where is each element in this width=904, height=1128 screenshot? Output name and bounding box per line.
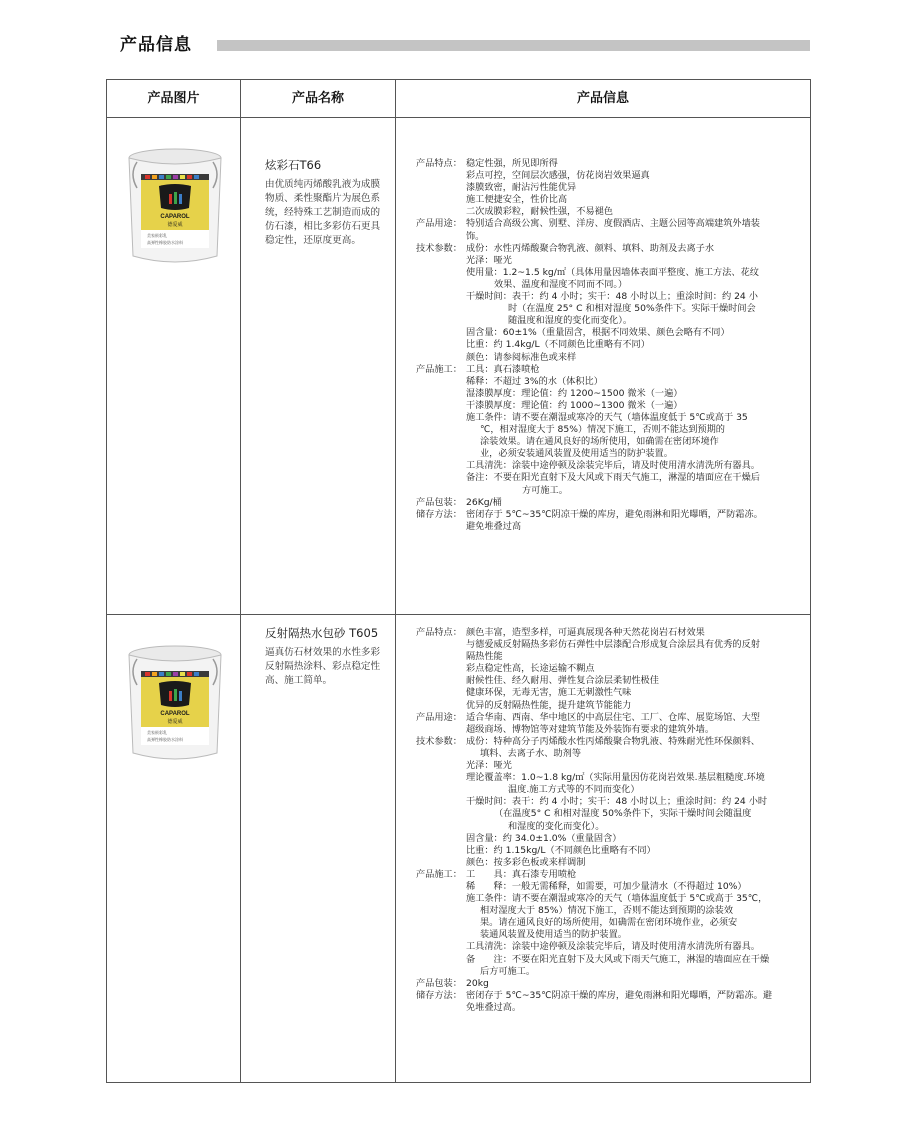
info-line: [416, 978, 804, 990]
bucket-brand-text: CAPAROL: [160, 214, 190, 220]
column-divider: [240, 118, 241, 614]
info-line: [416, 954, 804, 966]
info-line: [416, 485, 804, 497]
info-line: [416, 497, 804, 509]
info-line-text: 稀 释：一般无需稀释，如需要，可加少量清水（不得超过 10%）: [466, 880, 747, 892]
info-line: [416, 736, 804, 748]
info-line: [416, 663, 804, 675]
info-line: [416, 724, 804, 736]
info-line-text: 颜色：请参阅标准色或来样: [466, 351, 577, 363]
info-line: [416, 1002, 804, 1014]
info-line: [416, 376, 804, 388]
info-line: [416, 857, 804, 869]
product-info-block: [416, 158, 804, 533]
info-line-text: 光泽：哑光: [466, 254, 512, 266]
info-line: [416, 808, 804, 820]
info-line: [416, 796, 804, 808]
info-line-text: 工具清洗：涂装中途停顿及涂装完毕后，请及时使用清水清洗所有器具。: [466, 460, 760, 472]
info-line: [416, 833, 804, 845]
product-bucket-image: [119, 144, 231, 266]
info-line: [416, 784, 804, 796]
info-line: [416, 158, 804, 170]
info-line-text: 健康环保，无毒无害，施工无刺激性气味: [466, 687, 632, 699]
info-line-label: 储存方法：: [416, 508, 462, 520]
info-line-text: 涂装效果。请在通风良好的场所使用，如确需在密闭环境作: [480, 436, 719, 448]
info-line: [416, 472, 804, 484]
column-divider: [395, 118, 396, 614]
table-row: [107, 118, 810, 615]
section-title: 产品信息: [120, 35, 192, 55]
info-line: [416, 303, 804, 315]
info-line: [416, 352, 804, 364]
info-line: [416, 712, 804, 724]
info-line-text: 备注：不要在阳光直射下及大风或下雨天气施工，淋湿的墙面应在干燥后: [466, 472, 760, 484]
info-line: [416, 917, 804, 929]
info-line: [416, 400, 804, 412]
info-line-label: 产品施工：: [416, 868, 462, 880]
info-line-text: 工具清洗：涂装中途停顿及涂装完毕后，请及时使用清水清洗所有器具。: [466, 941, 760, 953]
bucket-label-line2: 高弹性橡胶防水涂料: [147, 240, 183, 245]
info-line: [416, 772, 804, 784]
info-line-text: 密闭存于 5℃~35℃阴凉干燥的库房，避免雨淋和阳光曝晒，严防霜冻。避: [466, 989, 773, 1001]
info-line-text: 彩点稳定性高，长途运输不糊点: [466, 663, 595, 675]
info-line-label: 产品特点：: [416, 627, 462, 638]
info-line-text: 隔热性能: [466, 651, 503, 663]
info-line: [416, 845, 804, 857]
info-line: [416, 821, 804, 833]
info-line-label: 储存方法：: [416, 989, 462, 1001]
info-line: [416, 990, 804, 1002]
info-line: [416, 651, 804, 663]
info-line-text: （在温度5° C 和相对湿度 50%条件下，实际干燥时间会随温度: [494, 808, 752, 820]
column-divider: [240, 615, 241, 1082]
info-line: [416, 218, 804, 230]
info-line: [416, 267, 804, 279]
info-line-text: 特别适合高级公寓、别墅、洋房、度假酒店、主题公园等高端建筑外墙装: [466, 218, 760, 230]
table-header-row: [107, 80, 810, 118]
info-line-label: 产品用途：: [416, 218, 462, 230]
info-line: [416, 460, 804, 472]
info-line: [416, 424, 804, 436]
info-line: [416, 509, 804, 521]
info-line-text: 温度.施工方式等的不同而变化）: [508, 784, 640, 796]
info-line-text: 饰。: [466, 230, 485, 242]
info-line-text: 相对湿度大于 85%）情况下施工，否则不能达到预期的涂装效: [480, 905, 734, 917]
product-info-block: [416, 627, 804, 1014]
info-line: [416, 279, 804, 291]
info-line-text: 施工条件：请不要在潮湿或寒冷的天气（墙体温度低于 5℃或高于 35℃，: [466, 893, 768, 905]
bucket-label-line1: 美家极彩乳: [147, 730, 167, 735]
column-header-image: 产品图片: [147, 91, 200, 106]
info-line: [416, 748, 804, 760]
bucket-brand-text: CAPAROL: [160, 711, 190, 717]
info-line: [416, 675, 804, 687]
bucket-brand-cn-text: 德爱威: [167, 222, 183, 228]
info-line: [416, 412, 804, 424]
product-bucket-image: [119, 641, 231, 763]
info-line-text: 耐候性佳、经久耐用、弹性复合涂层柔韧性极佳: [466, 675, 659, 687]
info-line: [416, 388, 804, 400]
info-line-text: 时（在温度 25° C 和相对湿度 50%条件下。实际干燥时间会: [508, 303, 756, 315]
info-line-text: 20kg: [466, 977, 489, 989]
info-line: [416, 448, 804, 460]
info-line-text: 施工条件：请不要在潮湿或寒冷的天气（墙体温度低于 5℃或高于 35: [466, 411, 748, 423]
info-line: [416, 929, 804, 941]
info-line-text: 后方可施工。: [480, 965, 536, 977]
info-line: [416, 760, 804, 772]
info-line: [416, 243, 804, 255]
bucket-label-line2: 高弹性橡胶防水涂料: [147, 737, 183, 742]
info-line-text: 二次成膜彩粒，耐候性强，不易褪色: [466, 206, 613, 218]
product-description: 逼真仿石材效果的水性多彩反射隔热涂料、彩点稳定性高、施工简单。: [265, 647, 381, 686]
info-line-text: 果。请在通风良好的场所使用，如确需在密闭环境作业，必须安: [480, 917, 738, 929]
info-line: [416, 231, 804, 243]
info-line-text: 固含量：约 34.0±1.0%（重量固含）: [466, 832, 622, 844]
info-line-text: 固含量：60±1%（重量固含，根据不同效果、颜色会略有不同）: [466, 327, 730, 339]
info-line: [416, 327, 804, 339]
info-line-text: 业，必须安装通风装置及使用适当的防护装置。: [480, 448, 673, 460]
info-line-text: 干漆膜厚度：理论值：约 1000~1300 微米（一遍）: [466, 399, 683, 411]
info-line-text: 免堆叠过高。: [466, 1001, 522, 1013]
info-line: [416, 170, 804, 182]
info-line-text: 随温度和湿度的变化而变化）。: [508, 315, 633, 327]
info-line-text: 比重：约 1.4kg/L（不同颜色比重略有不同）: [466, 339, 650, 351]
info-line-label: 产品用途：: [416, 711, 462, 723]
product-table: [106, 79, 811, 1083]
info-line: [416, 194, 804, 206]
info-line-text: 光泽：哑光: [466, 760, 512, 772]
info-line-text: 颜色：按多彩色板或来样调制: [466, 856, 586, 868]
info-line-text: 填料、去离子水、助剂等: [480, 747, 582, 759]
info-line-label: 技术参数：: [416, 735, 462, 747]
column-header-info: 产品信息: [395, 80, 810, 117]
info-line: [416, 291, 804, 303]
info-line-text: 漆膜致密，耐沾污性能优异: [466, 182, 577, 194]
info-line-text: 比重：约 1.15kg/L（不同颜色比重略有不同）: [466, 844, 656, 856]
info-line-text: 理论覆盖率：1.0~1.8 kg/㎡（实际用量因仿花岗岩效果.基层粗糙度.环境: [466, 772, 765, 784]
info-line: [416, 436, 804, 448]
info-line-text: 成份：水性丙烯酸聚合物乳液、颜料、填料、助剂及去离子水: [466, 242, 715, 254]
info-line: [416, 869, 804, 881]
column-divider: [395, 615, 396, 1082]
info-line: [416, 941, 804, 953]
info-line-text: 工 具：真石漆专用喷枪: [466, 868, 577, 880]
table-row: [107, 615, 810, 1082]
info-line: [416, 364, 804, 376]
info-line: [416, 893, 804, 905]
info-line-text: 湿漆膜厚度：理论值：约 1200~1500 微米（一遍）: [466, 387, 683, 399]
info-line-text: 避免堆叠过高: [466, 520, 522, 532]
info-line-text: 备 注：不要在阳光直射下及大风或下雨天气施工，淋湿的墙面应在干燥: [466, 953, 770, 965]
bucket-brand-cn-text: 德爱威: [167, 719, 183, 725]
info-line-text: 26Kg/桶: [466, 496, 502, 508]
info-line-text: 适合华南、西南、华中地区的中高层住宅、工厂、仓库、展览场馆、大型: [466, 711, 760, 723]
column-header-name: 产品名称: [240, 80, 395, 117]
info-line-text: 密闭存于 5℃~35℃阴凉干燥的库房，避免雨淋和阳光曝晒，严防霜冻。: [466, 508, 763, 520]
info-line-text: 超级商场、博物馆等对建筑节能及外装饰有要求的建筑外墙。: [466, 723, 715, 735]
info-line-text: 稳定性强，所见即所得: [466, 158, 558, 169]
info-line: [416, 966, 804, 978]
info-line: [416, 639, 804, 651]
info-line: [416, 881, 804, 893]
product-name: 炫彩石T66: [265, 158, 322, 172]
info-line: [416, 700, 804, 712]
info-line-label: 技术参数：: [416, 242, 462, 254]
info-line-label: 产品包装：: [416, 496, 462, 508]
product-description: 由优质纯丙烯酸乳液为成膜物质、柔性聚酯片为展色系统，经特殊工艺制造而成的仿石漆，相比多彩仿石更具稳定性，还原度更高。: [265, 179, 381, 246]
info-line-text: 效果、温度和湿度不同而不同。）: [494, 278, 628, 290]
info-line-text: 颜色丰富，造型多样，可逼真展现各种天然花岗岩石材效果: [466, 627, 705, 638]
info-line-text: 装通风装置及使用适当的防护装置。: [480, 929, 627, 941]
header-divider-bar: [217, 40, 810, 51]
info-line-text: 优异的反射隔热性能，提升建筑节能能力: [466, 699, 632, 711]
info-line-text: 成份：特种高分子丙烯酸水性丙烯酸聚合物乳液、特殊耐光性环保颜料、: [466, 735, 760, 747]
info-line: [416, 521, 804, 533]
section-header: [120, 33, 810, 57]
info-line: [416, 255, 804, 267]
info-line-text: 工具：真石漆喷枪: [466, 363, 540, 375]
info-line-text: ℃，相对湿度大于 85%）情况下施工，否则不能达到预期的: [480, 424, 725, 436]
info-line: [416, 627, 804, 639]
info-line-text: 彩点可控，空间层次感强，仿花岗岩效果逼真: [466, 170, 650, 182]
info-line: [416, 905, 804, 917]
info-line: [416, 315, 804, 327]
info-line-text: 稀释：不超过 3%的水（体积比）: [466, 375, 603, 387]
info-line: [416, 206, 804, 218]
info-line-text: 施工便捷安全，性价比高: [466, 194, 568, 206]
info-line-label: 产品特点：: [416, 158, 462, 169]
product-name: 反射隔热水包砂 T605: [265, 626, 379, 640]
info-line: [416, 182, 804, 194]
info-line-text: 干燥时间：表干：约 4 小时；实干：48 小时以上；重涂时间：约 24 小时: [466, 796, 768, 808]
info-line-label: 产品包装：: [416, 977, 462, 989]
info-line-text: 干燥时间：表干：约 4 小时；实干：48 小时以上；重涂时间：约 24 小: [466, 291, 758, 303]
bucket-label-line1: 美家极彩乳: [147, 233, 167, 238]
info-line-text: 方可施工。: [522, 484, 568, 496]
info-line: [416, 339, 804, 351]
info-line-text: 与德爱威反射隔热多彩仿石弹性中层漆配合形成复合涂层具有优秀的反射: [466, 639, 760, 651]
info-line-label: 产品施工：: [416, 363, 462, 375]
info-line-text: 和湿度的变化而变化）。: [508, 820, 605, 832]
info-line-text: 使用量：1.2~1.5 kg/㎡（具体用量因墙体表面平整度、施工方法、花纹: [466, 266, 759, 278]
info-line: [416, 687, 804, 699]
